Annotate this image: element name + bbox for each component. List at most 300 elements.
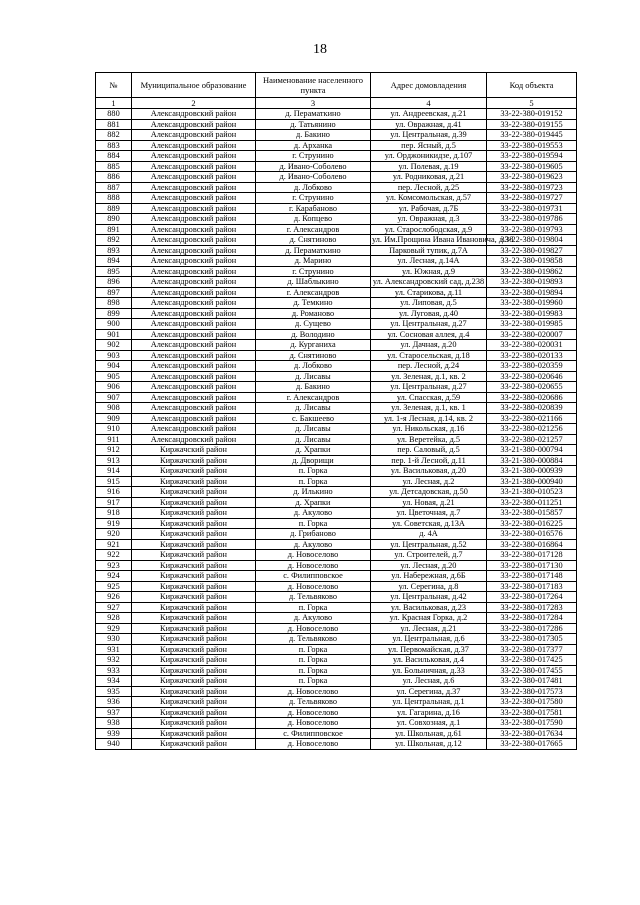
- address-cell: ул. Васильковая, д.20: [371, 466, 487, 477]
- address-cell: пер. Лесной, д.25: [371, 182, 487, 193]
- table-row: [96, 382, 577, 393]
- row-number: 892: [96, 235, 132, 246]
- settlement-cell: д. Храпки: [256, 497, 371, 508]
- object-code-cell: 33-22-380-020686: [487, 392, 577, 403]
- object-code-cell: 33-21-380-010523: [487, 487, 577, 498]
- table-row: [96, 161, 577, 172]
- settlement-cell: д. Новоселово: [256, 560, 371, 571]
- table-row: [96, 550, 577, 561]
- address-cell: ул. Старикова, д.11: [371, 287, 487, 298]
- column-number: 1: [96, 98, 132, 109]
- table-row: [96, 172, 577, 183]
- row-number: 886: [96, 172, 132, 183]
- settlement-cell: д. Лисавы: [256, 371, 371, 382]
- table-row: [96, 266, 577, 277]
- address-cell: ул. Школьная, д.61: [371, 728, 487, 739]
- table-row: [96, 455, 577, 466]
- row-number: 933: [96, 665, 132, 676]
- municipality-cell: Киржачский район: [132, 665, 256, 676]
- table-row: [96, 592, 577, 603]
- object-code-cell: 33-22-380-015857: [487, 508, 577, 519]
- address-cell: ул. Лесная, д.14А: [371, 256, 487, 267]
- address-cell: пер. 1-й Лесной, д.11: [371, 455, 487, 466]
- header-municipality: Муниципальное образование: [132, 73, 256, 98]
- row-number: 920: [96, 529, 132, 540]
- row-number: 899: [96, 308, 132, 319]
- object-code-cell: 33-22-380-019893: [487, 277, 577, 288]
- settlement-cell: с. Бакшеево: [256, 413, 371, 424]
- settlement-cell: г. Александров: [256, 392, 371, 403]
- object-code-cell: 33-21-380-000884: [487, 455, 577, 466]
- municipality-cell: Киржачский район: [132, 676, 256, 687]
- municipality-cell: Киржачский район: [132, 497, 256, 508]
- municipality-cell: Киржачский район: [132, 581, 256, 592]
- table-row: [96, 182, 577, 193]
- address-cell: ул. Лесная, д.6: [371, 676, 487, 687]
- column-number: 4: [371, 98, 487, 109]
- settlement-cell: д. Ивано-Соболево: [256, 161, 371, 172]
- address-cell: ул. Совхозная, д.1: [371, 718, 487, 729]
- settlement-cell: д. Марино: [256, 256, 371, 267]
- municipality-cell: Александровский район: [132, 329, 256, 340]
- municipality-cell: Киржачский район: [132, 476, 256, 487]
- table-row: [96, 602, 577, 613]
- municipality-cell: Киржачский район: [132, 602, 256, 613]
- table-row: [96, 151, 577, 162]
- table-row: [96, 697, 577, 708]
- address-cell: ул. Веретейка, д.5: [371, 434, 487, 445]
- table-row: [96, 434, 577, 445]
- table-row: [96, 739, 577, 750]
- table-row: [96, 707, 577, 718]
- row-number: 912: [96, 445, 132, 456]
- municipality-cell: Александровский район: [132, 203, 256, 214]
- row-number: 921: [96, 539, 132, 550]
- settlement-cell: д. Новоселово: [256, 707, 371, 718]
- registry-table: [95, 72, 577, 750]
- object-code-cell: 33-22-380-016576: [487, 529, 577, 540]
- settlement-cell: д. Лобково: [256, 182, 371, 193]
- row-number: 911: [96, 434, 132, 445]
- object-code-cell: 33-22-380-020007: [487, 329, 577, 340]
- settlement-cell: д. Романово: [256, 308, 371, 319]
- address-cell: ул. Советская, д.13А: [371, 518, 487, 529]
- row-number: 889: [96, 203, 132, 214]
- header-address: Адрес домовладения: [371, 73, 487, 98]
- row-number: 935: [96, 686, 132, 697]
- municipality-cell: Александровский район: [132, 382, 256, 393]
- object-code-cell: 33-22-380-019858: [487, 256, 577, 267]
- municipality-cell: Александровский район: [132, 235, 256, 246]
- row-number: 905: [96, 371, 132, 382]
- settlement-cell: п. Горка: [256, 644, 371, 655]
- object-code-cell: 33-22-380-017148: [487, 571, 577, 582]
- row-number: 939: [96, 728, 132, 739]
- address-cell: ул. Никольская, д.16: [371, 424, 487, 435]
- object-code-cell: 33-22-380-017286: [487, 623, 577, 634]
- table-row: [96, 476, 577, 487]
- municipality-cell: Киржачский район: [132, 445, 256, 456]
- municipality-cell: Киржачский район: [132, 728, 256, 739]
- settlement-cell: д. Новоселово: [256, 550, 371, 561]
- address-cell: пер. Лесной, д.24: [371, 361, 487, 372]
- address-cell: ул. Дачная, д.20: [371, 340, 487, 351]
- settlement-cell: г. Карабаново: [256, 203, 371, 214]
- address-cell: ул. Южная, д.9: [371, 266, 487, 277]
- row-number: 916: [96, 487, 132, 498]
- address-cell: ул. Гагарина, д.16: [371, 707, 487, 718]
- municipality-cell: Киржачский район: [132, 550, 256, 561]
- table-row: [96, 329, 577, 340]
- object-code-cell: 33-22-380-017264: [487, 592, 577, 603]
- municipality-cell: Киржачский район: [132, 560, 256, 571]
- object-code-cell: 33-22-380-017425: [487, 655, 577, 666]
- object-code-cell: 33-22-380-017573: [487, 686, 577, 697]
- municipality-cell: Александровский район: [132, 130, 256, 141]
- address-cell: ул. Центральная, д.1: [371, 697, 487, 708]
- municipality-cell: Александровский район: [132, 413, 256, 424]
- municipality-cell: Киржачский район: [132, 634, 256, 645]
- settlement-cell: с. Филипповское: [256, 728, 371, 739]
- table-row: [96, 140, 577, 151]
- object-code-cell: 33-22-380-017481: [487, 676, 577, 687]
- settlement-cell: г. Александров: [256, 287, 371, 298]
- object-code-cell: 33-22-380-019960: [487, 298, 577, 309]
- table-row: [96, 361, 577, 372]
- municipality-cell: Александровский район: [132, 340, 256, 351]
- settlement-cell: д. Бакино: [256, 130, 371, 141]
- table-row: [96, 340, 577, 351]
- object-code-cell: 33-22-380-019827: [487, 245, 577, 256]
- row-number: 880: [96, 109, 132, 120]
- object-code-cell: 33-22-380-020646: [487, 371, 577, 382]
- settlement-cell: п. Горка: [256, 676, 371, 687]
- row-number: 907: [96, 392, 132, 403]
- object-code-cell: 33-22-380-019553: [487, 140, 577, 151]
- address-cell: ул. Лесная, д.20: [371, 560, 487, 571]
- settlement-cell: п. Горка: [256, 466, 371, 477]
- address-cell: ул. Центральная, д.39: [371, 130, 487, 141]
- municipality-cell: Киржачский район: [132, 718, 256, 729]
- column-number: 5: [487, 98, 577, 109]
- settlement-cell: д. Лисавы: [256, 424, 371, 435]
- table-row: [96, 308, 577, 319]
- address-cell: ул. Спасская, д.59: [371, 392, 487, 403]
- settlement-cell: д. Акулово: [256, 508, 371, 519]
- row-number: 894: [96, 256, 132, 267]
- settlement-cell: д. Темкино: [256, 298, 371, 309]
- settlement-cell: д. Бакино: [256, 382, 371, 393]
- municipality-cell: Киржачский район: [132, 455, 256, 466]
- table-row: [96, 644, 577, 655]
- object-code-cell: 33-21-380-000794: [487, 445, 577, 456]
- municipality-cell: Киржачский район: [132, 686, 256, 697]
- address-cell: ул. Центральная, д.6: [371, 634, 487, 645]
- settlement-cell: г. Александров: [256, 224, 371, 235]
- settlement-cell: д. Татьянино: [256, 119, 371, 130]
- row-number: 906: [96, 382, 132, 393]
- row-number: 940: [96, 739, 132, 750]
- object-code-cell: 33-22-380-019152: [487, 109, 577, 120]
- row-number: 882: [96, 130, 132, 141]
- table-row: [96, 728, 577, 739]
- row-number: 900: [96, 319, 132, 330]
- column-number-row: [96, 98, 577, 109]
- address-cell: ул. Старосельская, д.18: [371, 350, 487, 361]
- object-code-cell: 33-21-380-000939: [487, 466, 577, 477]
- municipality-cell: Александровский район: [132, 298, 256, 309]
- address-cell: ул. Васильковая, д.4: [371, 655, 487, 666]
- object-code-cell: 33-22-380-019623: [487, 172, 577, 183]
- settlement-cell: п. Горка: [256, 665, 371, 676]
- settlement-cell: д. Новоселово: [256, 686, 371, 697]
- object-code-cell: 33-22-380-017455: [487, 665, 577, 676]
- settlement-cell: д. Илькино: [256, 487, 371, 498]
- object-code-cell: 33-22-380-019727: [487, 193, 577, 204]
- row-number: 895: [96, 266, 132, 277]
- municipality-cell: Киржачский район: [132, 623, 256, 634]
- object-code-cell: 33-22-380-016225: [487, 518, 577, 529]
- object-code-cell: 33-22-380-011251: [487, 497, 577, 508]
- table-row: [96, 571, 577, 582]
- address-cell: ул. Серегина, д.37: [371, 686, 487, 697]
- address-cell: ул. Первомайская, д.37: [371, 644, 487, 655]
- municipality-cell: Александровский район: [132, 361, 256, 372]
- address-cell: ул. Васильковая, д.23: [371, 602, 487, 613]
- row-number: 890: [96, 214, 132, 225]
- table-row: [96, 287, 577, 298]
- object-code-cell: 33-22-380-019985: [487, 319, 577, 330]
- header-object-code: Код объекта: [487, 73, 577, 98]
- municipality-cell: Александровский район: [132, 109, 256, 120]
- settlement-cell: д. Храпки: [256, 445, 371, 456]
- object-code-cell: 33-22-380-017283: [487, 602, 577, 613]
- address-cell: ул. Полевая, д.19: [371, 161, 487, 172]
- municipality-cell: Александровский район: [132, 424, 256, 435]
- municipality-cell: Александровский район: [132, 119, 256, 130]
- address-cell: ул. Александровский сад, д.238: [371, 277, 487, 288]
- object-code-cell: 33-22-380-017581: [487, 707, 577, 718]
- object-code-cell: 33-22-380-016864: [487, 539, 577, 550]
- object-code-cell: 33-21-380-000940: [487, 476, 577, 487]
- row-number: 909: [96, 413, 132, 424]
- table-row: [96, 655, 577, 666]
- settlement-cell: с. Филипповское: [256, 571, 371, 582]
- municipality-cell: Александровский район: [132, 403, 256, 414]
- settlement-cell: д. Новоселово: [256, 581, 371, 592]
- row-number: 891: [96, 224, 132, 235]
- address-cell: ул. Родниковая, д.21: [371, 172, 487, 183]
- table-row: [96, 256, 577, 267]
- municipality-cell: Киржачский район: [132, 539, 256, 550]
- table-row: [96, 718, 577, 729]
- object-code-cell: 33-22-380-017128: [487, 550, 577, 561]
- settlement-cell: г. Струнино: [256, 193, 371, 204]
- municipality-cell: Александровский район: [132, 161, 256, 172]
- settlement-cell: д. Дворищи: [256, 455, 371, 466]
- municipality-cell: Киржачский район: [132, 613, 256, 624]
- table-row: [96, 623, 577, 634]
- row-number: 888: [96, 193, 132, 204]
- settlement-cell: д. Новоселово: [256, 718, 371, 729]
- object-code-cell: 33-22-380-019605: [487, 161, 577, 172]
- table-row: [96, 413, 577, 424]
- table-row: [96, 508, 577, 519]
- row-number: 885: [96, 161, 132, 172]
- row-number: 903: [96, 350, 132, 361]
- column-number: 3: [256, 98, 371, 109]
- table-row: [96, 392, 577, 403]
- address-cell: ул. Строителей, д.7: [371, 550, 487, 561]
- settlement-cell: д. Арханка: [256, 140, 371, 151]
- object-code-cell: 33-22-380-017665: [487, 739, 577, 750]
- settlement-cell: д. Снятиново: [256, 235, 371, 246]
- municipality-cell: Александровский район: [132, 287, 256, 298]
- settlement-cell: п. Горка: [256, 602, 371, 613]
- address-cell: ул. Лесная, д.21: [371, 623, 487, 634]
- address-cell: ул. Детсадовская, д.50: [371, 487, 487, 498]
- municipality-cell: Александровский район: [132, 214, 256, 225]
- address-cell: ул. Лесная, д.2: [371, 476, 487, 487]
- address-cell: ул. Комсомольская, д.57: [371, 193, 487, 204]
- object-code-cell: 33-22-380-017634: [487, 728, 577, 739]
- row-number: 881: [96, 119, 132, 130]
- settlement-cell: д. Снятиново: [256, 350, 371, 361]
- municipality-cell: Александровский район: [132, 172, 256, 183]
- object-code-cell: 33-22-380-017580: [487, 697, 577, 708]
- table-row: [96, 403, 577, 414]
- table-row: [96, 529, 577, 540]
- object-code-cell: 33-22-380-021256: [487, 424, 577, 435]
- address-cell: ул. Им.Прощина Ивана Ивановича, д.38: [372, 235, 514, 244]
- table-row: [96, 130, 577, 141]
- object-code-cell: 33-22-380-017377: [487, 644, 577, 655]
- address-cell: ул. Луговая, д.40: [371, 308, 487, 319]
- table-row: [96, 193, 577, 204]
- table-row: [96, 665, 577, 676]
- address-cell: ул. Школьная, д.12: [371, 739, 487, 750]
- table-row: [96, 518, 577, 529]
- settlement-cell: д. Тельвяково: [256, 697, 371, 708]
- municipality-cell: Киржачский район: [132, 644, 256, 655]
- row-number: 883: [96, 140, 132, 151]
- object-code-cell: 33-22-380-017183: [487, 581, 577, 592]
- settlement-cell: д. Грибаново: [256, 529, 371, 540]
- row-number: 918: [96, 508, 132, 519]
- address-cell: пер. Ясный, д.5: [371, 140, 487, 151]
- object-code-cell: 33-22-380-021166: [487, 413, 577, 424]
- table-row: [96, 676, 577, 687]
- table-row: [96, 445, 577, 456]
- object-code-cell: 33-22-380-020655: [487, 382, 577, 393]
- municipality-cell: Киржачский район: [132, 466, 256, 477]
- municipality-cell: Киржачский район: [132, 707, 256, 718]
- row-number: 936: [96, 697, 132, 708]
- table-row: [96, 245, 577, 256]
- row-number: 914: [96, 466, 132, 477]
- object-code-cell: 33-22-380-019804: [487, 235, 577, 246]
- settlement-cell: д. Новоселово: [256, 623, 371, 634]
- column-number: 2: [132, 98, 256, 109]
- row-number: 887: [96, 182, 132, 193]
- municipality-cell: Александровский район: [132, 392, 256, 403]
- municipality-cell: Киржачский район: [132, 697, 256, 708]
- row-number: 904: [96, 361, 132, 372]
- table-row: [96, 497, 577, 508]
- object-code-cell: 33-22-380-019731: [487, 203, 577, 214]
- table-row: [96, 298, 577, 309]
- address-cell: ул. Набережная, д.6Б: [371, 571, 487, 582]
- municipality-cell: Александровский район: [132, 277, 256, 288]
- row-number: 898: [96, 298, 132, 309]
- municipality-cell: Александровский район: [132, 245, 256, 256]
- object-code-cell: 33-22-380-019983: [487, 308, 577, 319]
- row-number: 917: [96, 497, 132, 508]
- municipality-cell: Киржачский район: [132, 518, 256, 529]
- municipality-cell: Киржачский район: [132, 571, 256, 582]
- settlement-cell: д. Лисавы: [256, 403, 371, 414]
- municipality-cell: Александровский район: [132, 308, 256, 319]
- settlement-cell: д. Тельвяково: [256, 634, 371, 645]
- table-row: [96, 466, 577, 477]
- header-settlement: Наименование населенного пункта: [256, 73, 371, 98]
- address-cell: ул. Цветочная, д.7: [371, 508, 487, 519]
- address-cell: Парковый тупик, д.7А: [371, 245, 487, 256]
- address-cell: ул. Андреевская, д.21: [371, 109, 487, 120]
- address-cell: ул. Центральная, д.27: [371, 319, 487, 330]
- table-header-row: [96, 73, 577, 98]
- settlement-cell: п. Горка: [256, 476, 371, 487]
- municipality-cell: Александровский район: [132, 193, 256, 204]
- address-cell: ул. Рабочая, д.7Б: [371, 203, 487, 214]
- address-cell: ул. Зеленая, д.1, кв. 1: [371, 403, 487, 414]
- municipality-cell: Александровский район: [132, 140, 256, 151]
- row-number: 930: [96, 634, 132, 645]
- municipality-cell: Киржачский район: [132, 739, 256, 750]
- address-cell: ул. Овражная, д.41: [371, 119, 487, 130]
- settlement-cell: п. Горка: [256, 655, 371, 666]
- object-code-cell: 33-22-380-020359: [487, 361, 577, 372]
- row-number: 922: [96, 550, 132, 561]
- address-cell: ул. Орджоникидзе, д.107: [371, 151, 487, 162]
- object-code-cell: 33-22-380-017284: [487, 613, 577, 624]
- table-row: [96, 319, 577, 330]
- municipality-cell: Александровский район: [132, 266, 256, 277]
- row-number: 924: [96, 571, 132, 582]
- municipality-cell: Александровский район: [132, 319, 256, 330]
- row-number: 932: [96, 655, 132, 666]
- table-row: [96, 371, 577, 382]
- row-number: 910: [96, 424, 132, 435]
- municipality-cell: Александровский район: [132, 350, 256, 361]
- row-number: 915: [96, 476, 132, 487]
- row-number: 927: [96, 602, 132, 613]
- row-number: 919: [96, 518, 132, 529]
- object-code-cell: 33-22-380-019894: [487, 287, 577, 298]
- row-number: 896: [96, 277, 132, 288]
- object-code-cell: 33-22-380-021257: [487, 434, 577, 445]
- row-number: 902: [96, 340, 132, 351]
- table-row: [96, 560, 577, 571]
- settlement-cell: д. Тельвяково: [256, 592, 371, 603]
- address-cell: ул. Овражная, д.3: [371, 214, 487, 225]
- row-number: 897: [96, 287, 132, 298]
- object-code-cell: 33-22-380-019445: [487, 130, 577, 141]
- settlement-cell: д. Акулово: [256, 613, 371, 624]
- row-number: 929: [96, 623, 132, 634]
- settlement-cell: д. Новоселово: [256, 739, 371, 750]
- object-code-cell: 33-22-380-019793: [487, 224, 577, 235]
